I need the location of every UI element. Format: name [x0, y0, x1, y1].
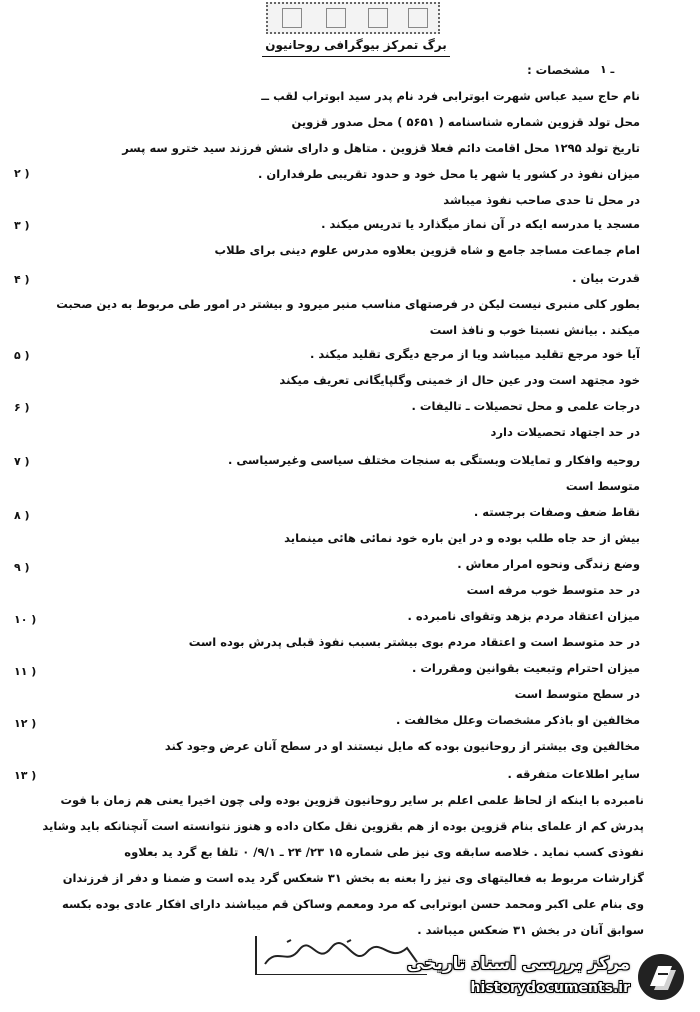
item-8-answer: بیش از حد جاه طلب بوده و در این باره خود نمائی هائی مینماید	[284, 531, 640, 545]
item-5-number: ۵ )	[14, 349, 30, 362]
item-2-number: ۲ )	[14, 167, 30, 180]
item-2-answer: در محل تا حدی صاحب نفوذ میباشد	[443, 193, 640, 207]
item-11-answer: در سطح متوسط است	[514, 687, 640, 701]
birthplace-line: محل تولد قزوین شماره شناسنامه ( ۵۶۵۱ ) محل صدور قزوین	[291, 115, 640, 129]
item-2-question: میزان نفوذ در کشور یا شهر یا محل خود و حدود تقریبی طرفداران .	[258, 167, 640, 181]
item-13-question: سایر اطلاعات متفرقه .	[507, 767, 640, 781]
item-13-text-4: گزارشات مربوط به فعالیتهای وی نیز را بعنه به بخش ۳۱ شعکس گرد یده است و ضمنا و دفر از فرزندان	[62, 871, 644, 885]
item-9-question: وضع زندگی ونحوه امرار معاش .	[457, 557, 640, 571]
item-10-number: ۱۰ )	[14, 613, 37, 626]
item-7-question: روحیه وافکار و تمایلات وبستگی به سنجات مختلف سیاسی وغیرسیاسی .	[228, 453, 640, 467]
item-7-number: ۷ )	[14, 455, 30, 468]
watermark-org-name: مرکز بررسی اسناد تاریخی	[407, 954, 630, 974]
item-13-text-2: پدرش کم از علمای بنام قزوین بوده از هم بقزوین نقل مکان داده و هنوز نتوانسته است آنچنانکه باید وشاید	[42, 819, 644, 833]
item-4-number: ۴ )	[14, 273, 30, 286]
item-4-answer-1: بطور کلی منبری نیست لیکن در فرصتهای مناسب منبر میرود و بیشتر در امور طی مربوط به دین صحبت	[56, 297, 640, 311]
item-6-question: درجات علمی و محل تحصیلات ـ تالیفات .	[411, 399, 640, 413]
archive-watermark	[372, 948, 692, 1006]
item-3-question: مسجد یا مدرسه ایکه در آن نماز میگذارد یا تدریس میکند .	[321, 217, 640, 231]
item-12-question: مخالفین او باذکر مشخصات وعلل مخالفت .	[396, 713, 640, 727]
watermark-url: historydocuments.ir	[470, 980, 630, 996]
item-12-number: ۱۲ )	[14, 717, 37, 730]
item-8-number: ۸ )	[14, 509, 30, 522]
item-10-answer: در حد متوسط است و اعتقاد مردم بوی بیشتر بسبب نفوذ قبلی پدرش بوده است	[188, 635, 640, 649]
item-7-answer: متوسط است	[565, 479, 640, 493]
item-13-number: ۱۳ )	[14, 769, 37, 782]
archive-logo-icon	[636, 952, 686, 1002]
item-1-number: ۱ ـ	[600, 63, 615, 76]
item-13-text-3: نفوذی کسب نماید . خلاصه سابقه وی نیز طی شماره ۱۵ ۲۳/ ۲۴ ـ ۹/۱/ ۰ تلفا بع گرد ید بعلاوه	[124, 845, 644, 859]
item-3-answer: امام جماعت مساجد جامع و شاه قزوین بعلاوه مدرس علوم دینی برای طلاب	[214, 243, 640, 257]
item-9-answer: در حد متوسط خوب مرفه است	[466, 583, 640, 597]
item-9-number: ۹ )	[14, 561, 30, 574]
item-13-text-1: نامبرده با اینکه از لحاظ علمی اعلم بر سایر روحانیون قزوین بوده ولی چون اخیرا یعنی هم زمان با فوت	[60, 793, 644, 807]
name-line: نام حاج سید عباس شهرت ابوترابی فرد نام پدر سید ابوتراب لقب ــ	[261, 89, 640, 103]
item-3-number: ۳ )	[14, 219, 30, 232]
archive-stamp-box	[266, 2, 440, 34]
item-4-question: قدرت بیان .	[572, 271, 640, 285]
item-4-answer-2: میکند . بیانش نسبتا خوب و نافذ است	[429, 323, 640, 337]
item-13-text-6: سوابق آنان در بخش ۳۱ ضعکس میباشد .	[417, 923, 644, 937]
item-11-question: میزان احترام وتبعیت بقوانین ومقررات .	[411, 661, 640, 675]
item-12-answer: مخالفین وی بیشتر از روحانیون بوده که مایل نیستند او در سطح آنان عرض وجود کند	[164, 739, 640, 753]
item-11-number: ۱۱ )	[14, 665, 37, 678]
document-title: برگ تمرکز بیوگرافی روحانیون	[262, 36, 450, 57]
item-8-question: نقاط ضعف وصفات برجسته .	[473, 505, 640, 519]
item-13-text-5: وی بنام علی اکبر ومحمد حسن ابوترابی که مرد ومعمم وساکن قم میباشند دارای افکار عادی بوده بکسه	[62, 897, 644, 911]
item-10-question: میزان اعتقاد مردم بزهد وتقوای نامبرده .	[407, 609, 640, 623]
item-5-question: آیا خود مرجع تقلید میباشد ویا از مرجع دیگری تقلید میکند .	[309, 347, 640, 361]
item-5-answer: خود مجتهد است ودر عین حال از خمینی وگلپایگانی تعریف میکند	[279, 373, 640, 387]
item-1-heading: مشخصات :	[527, 63, 590, 77]
birthdate-line: تاریخ تولد ۱۲۹۵ محل اقامت دائم فعلا قزوین . متاهل و دارای شش فرزند سید خترو سه پسر	[122, 141, 640, 155]
item-6-number: ۶ )	[14, 401, 30, 414]
item-6-answer: در حد اجتهاد تحصیلات دارد	[490, 425, 640, 439]
